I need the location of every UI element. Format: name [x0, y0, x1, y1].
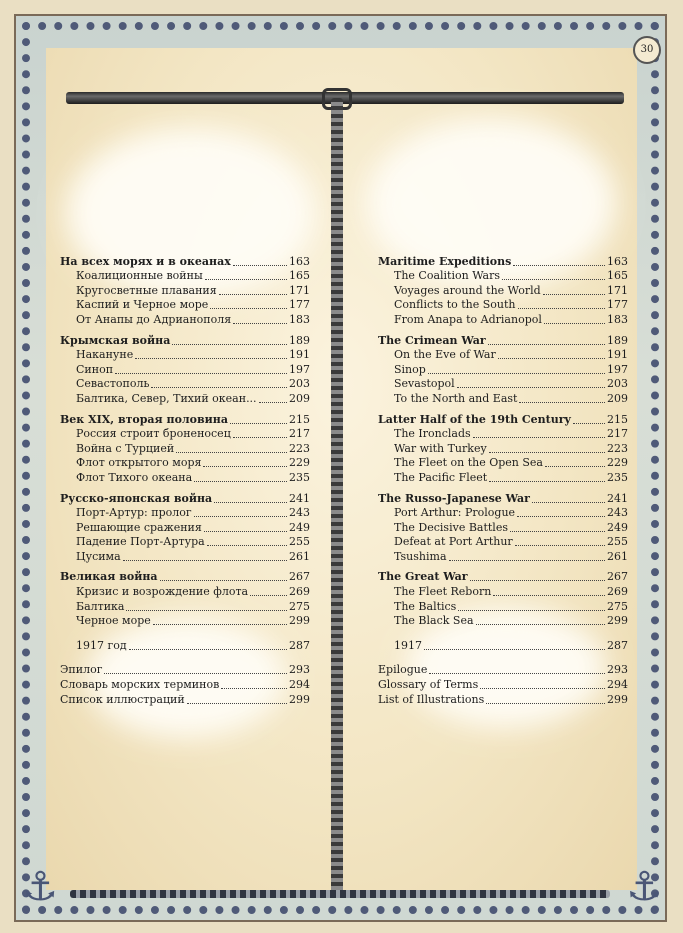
- toc-entry[interactable]: [378, 614, 628, 629]
- dot-leader: [488, 344, 605, 345]
- toc-entry-page: 183: [289, 312, 310, 326]
- toc-section-heading[interactable]: [378, 333, 628, 348]
- dot-leader: [489, 452, 605, 453]
- toc-entry-title: Решающие сражения: [76, 520, 202, 534]
- dot-leader: [532, 502, 605, 503]
- anchor-icon: ⚓: [626, 864, 662, 910]
- dot-leader: [151, 387, 287, 388]
- toc-entry[interactable]: [60, 456, 310, 471]
- toc-entry[interactable]: [378, 391, 628, 406]
- toc-entry[interactable]: [378, 520, 628, 535]
- dot-leader: [160, 580, 287, 581]
- toc-entry[interactable]: [378, 584, 628, 599]
- toc-entry-title: Флот открытого моря: [76, 456, 202, 470]
- dot-leader: [233, 265, 287, 266]
- toc-entry-page: 249: [289, 520, 310, 534]
- toc-entry[interactable]: [60, 391, 310, 406]
- dot-leader: [204, 531, 287, 532]
- toc-entry-page: 177: [289, 298, 310, 312]
- toc-entry-page: 217: [607, 427, 628, 441]
- spacer: [60, 628, 310, 638]
- toc-entry-page: 197: [289, 362, 310, 376]
- toc-entry-title: The Coalition Wars: [394, 269, 501, 283]
- dot-leader: [172, 344, 287, 345]
- toc-entry-title: From Anapa to Adrianopol: [394, 312, 542, 326]
- toc-entry-page: 249: [607, 520, 628, 534]
- dot-leader: [129, 649, 287, 650]
- toc-entry-page: 215: [289, 412, 310, 426]
- toc-entry[interactable]: [378, 298, 628, 313]
- toc-entry[interactable]: [60, 348, 310, 363]
- toc-entry-page: 191: [607, 348, 628, 362]
- dot-leader: [259, 402, 287, 403]
- toc-entry-page: 229: [289, 456, 310, 470]
- dot-leader: [473, 437, 605, 438]
- toc-entry-title: Севастополь: [76, 377, 150, 391]
- toc-entry-page: 267: [607, 570, 628, 584]
- toc-entry-page: 171: [289, 283, 310, 297]
- mast-rope: [331, 98, 343, 896]
- toc-entry-page: 294: [289, 678, 310, 692]
- toc-entry-page: 163: [289, 254, 310, 268]
- toc-entry[interactable]: [378, 506, 628, 521]
- toc-back-matter[interactable]: [378, 677, 628, 692]
- toc-entry-page: 223: [607, 441, 628, 455]
- toc-entry-title: The Crimean War: [378, 333, 486, 347]
- toc-entry-title: Latter Half of the 19th Century: [378, 412, 571, 426]
- toc-entry-title: The Ironclads: [394, 427, 471, 441]
- toc-russian: [60, 254, 310, 707]
- toc-entry-title: Glossary of Terms: [378, 678, 479, 692]
- dot-leader: [493, 595, 605, 596]
- toc-section-heading[interactable]: [60, 254, 310, 269]
- toc-entry[interactable]: [378, 362, 628, 377]
- toc-entry-page: 299: [607, 692, 628, 706]
- dot-leader: [502, 279, 605, 280]
- toc-back-matter[interactable]: [60, 692, 310, 707]
- toc-entry-title: The Russo-Japanese War: [378, 491, 530, 505]
- toc-entry-page: 299: [289, 614, 310, 628]
- toc-entry-title: Эпилог: [60, 663, 103, 677]
- toc-back-matter[interactable]: [378, 692, 628, 707]
- anchor-icon: ⚓: [22, 864, 58, 910]
- dot-leader: [153, 624, 287, 625]
- toc-entry[interactable]: [378, 283, 628, 298]
- dot-leader: [476, 624, 605, 625]
- toc-entry[interactable]: [60, 599, 310, 614]
- dot-leader: [457, 387, 605, 388]
- toc-entry-page: 261: [289, 549, 310, 563]
- toc-entry-title: The Fleet on the Open Sea: [394, 456, 543, 470]
- toc-entry[interactable]: [60, 470, 310, 485]
- spacer: [60, 653, 310, 663]
- toc-entry-page: 183: [607, 312, 628, 326]
- toc-section-heading[interactable]: [378, 491, 628, 506]
- dot-leader: [250, 595, 287, 596]
- toc-entry-title: Port Arthur: Prologue: [394, 506, 516, 520]
- toc-entry-title: On the Eve of War: [394, 348, 496, 362]
- toc-entry-page: 163: [607, 254, 628, 268]
- toc-entry-page: 275: [607, 599, 628, 613]
- dot-leader: [194, 516, 287, 517]
- toc-entry-page: 287: [289, 638, 310, 652]
- dot-leader: [221, 688, 287, 689]
- toc-entry-page: 255: [607, 535, 628, 549]
- toc-section-heading[interactable]: [60, 333, 310, 348]
- toc-entry-title: Defeat at Port Arthur: [394, 535, 513, 549]
- toc-entry-title: Россия строит броненосец: [76, 427, 231, 441]
- toc-entry-title: Синоп: [76, 362, 114, 376]
- toc-entry-title: War with Turkey: [394, 441, 487, 455]
- dot-leader: [126, 610, 287, 611]
- toc-section-heading[interactable]: [378, 412, 628, 427]
- toc-entry-title: Цусима: [76, 549, 121, 563]
- dot-leader: [486, 703, 605, 704]
- toc-section-heading[interactable]: [60, 412, 310, 427]
- dot-leader: [544, 323, 605, 324]
- toc-entry-page: 241: [289, 491, 310, 505]
- dot-leader: [230, 423, 287, 424]
- toc-entry-page: 299: [607, 614, 628, 628]
- toc-entry-page: 209: [607, 391, 628, 405]
- toc-entry-page: 165: [289, 269, 310, 283]
- toc-entry-title: Sevastopol: [394, 377, 455, 391]
- toc-entry-page: 287: [607, 638, 628, 652]
- toc-entry-title: Крымская война: [60, 333, 171, 347]
- toc-entry-title: Кризис и возрождение флота: [76, 585, 249, 599]
- dot-leader: [210, 308, 287, 309]
- toc-entry-title: От Анапы до Адрианополя: [76, 312, 232, 326]
- dot-leader: [498, 358, 605, 359]
- toc-entry-page: 171: [607, 283, 628, 297]
- toc-entry-page: 165: [607, 269, 628, 283]
- toc-entry[interactable]: [378, 348, 628, 363]
- toc-entry-title: Словарь морских терминов: [60, 678, 220, 692]
- toc-entry-title: Maritime Expeditions: [378, 254, 512, 268]
- toc-entry-page: 275: [289, 599, 310, 613]
- toc-entry[interactable]: [378, 441, 628, 456]
- toc-entry-page: 293: [289, 663, 310, 677]
- toc-entry-page: 203: [607, 377, 628, 391]
- toc-entry-page: 294: [607, 678, 628, 692]
- dot-leader: [214, 502, 287, 503]
- toc-english: [378, 254, 628, 707]
- toc-entry-page: 209: [289, 391, 310, 405]
- toc-entry-title: Великая война: [60, 570, 158, 584]
- toc-entry-title: The Black Sea: [394, 614, 474, 628]
- toc-entry-title: The Baltics: [394, 599, 457, 613]
- toc-entry[interactable]: [60, 427, 310, 442]
- toc-entry-page: 223: [289, 441, 310, 455]
- toc-entry-page: 217: [289, 427, 310, 441]
- toc-section-heading[interactable]: [378, 570, 628, 585]
- toc-entry-title: To the North and East: [394, 391, 518, 405]
- toc-entry-title: List of Illustrations: [378, 692, 485, 706]
- toc-entry-title: Накануне: [76, 348, 134, 362]
- toc-entry-title: Sinop: [394, 362, 426, 376]
- toc-entry-title: На всех морях и в океанах: [60, 254, 231, 268]
- toc-entry-page: 191: [289, 348, 310, 362]
- toc-entry-title: Падение Порт-Артура: [76, 535, 205, 549]
- dot-leader: [429, 673, 605, 674]
- dot-leader: [518, 308, 606, 309]
- dot-leader: [233, 323, 287, 324]
- bottom-rope: [70, 890, 610, 898]
- dot-leader: [135, 358, 287, 359]
- dot-leader: [517, 516, 605, 517]
- toc-entry-title: Voyages around the World: [394, 283, 541, 297]
- toc-entry-standalone[interactable]: [60, 638, 310, 653]
- toc-entry[interactable]: [378, 470, 628, 485]
- toc-entry[interactable]: [60, 506, 310, 521]
- dot-leader: [176, 452, 287, 453]
- toc-entry-page: 269: [607, 585, 628, 599]
- toc-back-matter[interactable]: [378, 663, 628, 678]
- toc-entry-page: 261: [607, 549, 628, 563]
- toc-entry[interactable]: [378, 269, 628, 284]
- toc-entry-title: Список иллюстраций: [60, 692, 185, 706]
- toc-entry-page: 215: [607, 412, 628, 426]
- dot-leader: [489, 481, 605, 482]
- toc-entry-page: 293: [607, 663, 628, 677]
- toc-entry[interactable]: [60, 584, 310, 599]
- toc-entry-title: Балтика, Север, Тихий океан...: [76, 391, 257, 405]
- toc-entry-page: 235: [289, 470, 310, 484]
- dot-leader: [470, 580, 605, 581]
- toc-entry[interactable]: [378, 535, 628, 550]
- dot-leader: [233, 437, 287, 438]
- toc-entry-title: The Great War: [378, 570, 468, 584]
- toc-entry[interactable]: [60, 298, 310, 313]
- toc-entry-title: Балтика: [76, 599, 125, 613]
- dot-leader: [428, 373, 605, 374]
- toc-entry-page: 235: [607, 470, 628, 484]
- toc-entry-title: Война с Турцией: [76, 441, 175, 455]
- toc-entry-page: 255: [289, 535, 310, 549]
- toc-entry-page: 203: [289, 377, 310, 391]
- toc-entry[interactable]: [60, 549, 310, 564]
- dot-leader: [104, 673, 287, 674]
- toc-entry-page: 229: [607, 456, 628, 470]
- dot-leader: [187, 703, 287, 704]
- toc-entry-standalone[interactable]: [378, 638, 628, 653]
- toc-entry-page: 197: [607, 362, 628, 376]
- dot-leader: [515, 545, 605, 546]
- dot-leader: [519, 402, 605, 403]
- dot-leader: [543, 294, 605, 295]
- toc-entry-title: The Pacific Fleet: [394, 470, 488, 484]
- toc-entry[interactable]: [60, 520, 310, 535]
- toc-entry-page: 267: [289, 570, 310, 584]
- toc-entry[interactable]: [378, 427, 628, 442]
- toc-entry[interactable]: [60, 614, 310, 629]
- toc-entry-title: Кругосветные плавания: [76, 283, 217, 297]
- toc-entry-title: Каспий и Черное море: [76, 298, 209, 312]
- dot-leader: [207, 545, 287, 546]
- toc-section-heading[interactable]: [60, 570, 310, 585]
- toc-entry[interactable]: [60, 312, 310, 327]
- toc-entry-page: 189: [607, 333, 628, 347]
- toc-entry-page: 269: [289, 585, 310, 599]
- toc-entry[interactable]: [60, 269, 310, 284]
- spacer: [378, 628, 628, 638]
- dot-leader: [205, 279, 287, 280]
- toc-entry[interactable]: [60, 362, 310, 377]
- toc-entry-page: 189: [289, 333, 310, 347]
- dot-leader: [513, 265, 605, 266]
- toc-entry-title: Порт-Артур: пролог: [76, 506, 192, 520]
- toc-entry[interactable]: [60, 535, 310, 550]
- spacer: [378, 653, 628, 663]
- toc-entry-title: Русско-японская война: [60, 491, 213, 505]
- dot-leader: [449, 560, 605, 561]
- toc-entry-title: 1917 год: [76, 638, 127, 652]
- toc-entry[interactable]: [378, 456, 628, 471]
- dot-leader: [510, 531, 605, 532]
- toc-entry-page: 241: [607, 491, 628, 505]
- toc-entry[interactable]: [378, 599, 628, 614]
- toc-entry-title: 1917: [394, 638, 422, 652]
- dot-leader: [219, 294, 287, 295]
- toc-entry-title: Черное море: [76, 614, 151, 628]
- toc-entry-title: The Decisive Battles: [394, 520, 508, 534]
- toc-entry[interactable]: [60, 441, 310, 456]
- toc-entry-title: Век XIX, вторая половина: [60, 412, 228, 426]
- toc-entry-title: Коалиционные войны: [76, 269, 203, 283]
- dot-leader: [480, 688, 605, 689]
- toc-entry[interactable]: [60, 283, 310, 298]
- toc-entry-title: Флот Тихого океана: [76, 470, 193, 484]
- toc-entry-page: 299: [289, 692, 310, 706]
- toc-entry[interactable]: [60, 377, 310, 392]
- dot-leader: [424, 649, 605, 650]
- toc-entry-page: 177: [607, 298, 628, 312]
- toc-entry[interactable]: [378, 377, 628, 392]
- toc-section-heading[interactable]: [378, 254, 628, 269]
- toc-entry-title: The Fleet Reborn: [394, 585, 492, 599]
- dot-leader: [194, 481, 287, 482]
- toc-entry-title: Conflicts to the South: [394, 298, 516, 312]
- toc-entry-page: 243: [607, 506, 628, 520]
- toc-entry-title: Tsushima: [394, 549, 447, 563]
- dot-leader: [458, 610, 605, 611]
- toc-back-matter[interactable]: [60, 677, 310, 692]
- toc-back-matter[interactable]: [60, 663, 310, 678]
- dot-leader: [573, 423, 605, 424]
- dot-leader: [545, 466, 605, 467]
- toc-section-heading[interactable]: [60, 491, 310, 506]
- toc-entry[interactable]: [378, 549, 628, 564]
- toc-entry-page: 243: [289, 506, 310, 520]
- toc-entry-title: Epilogue: [378, 663, 428, 677]
- toc-entry[interactable]: [378, 312, 628, 327]
- dot-leader: [123, 560, 287, 561]
- dot-leader: [203, 466, 287, 467]
- page-number: 30: [633, 36, 661, 64]
- dot-leader: [115, 373, 287, 374]
